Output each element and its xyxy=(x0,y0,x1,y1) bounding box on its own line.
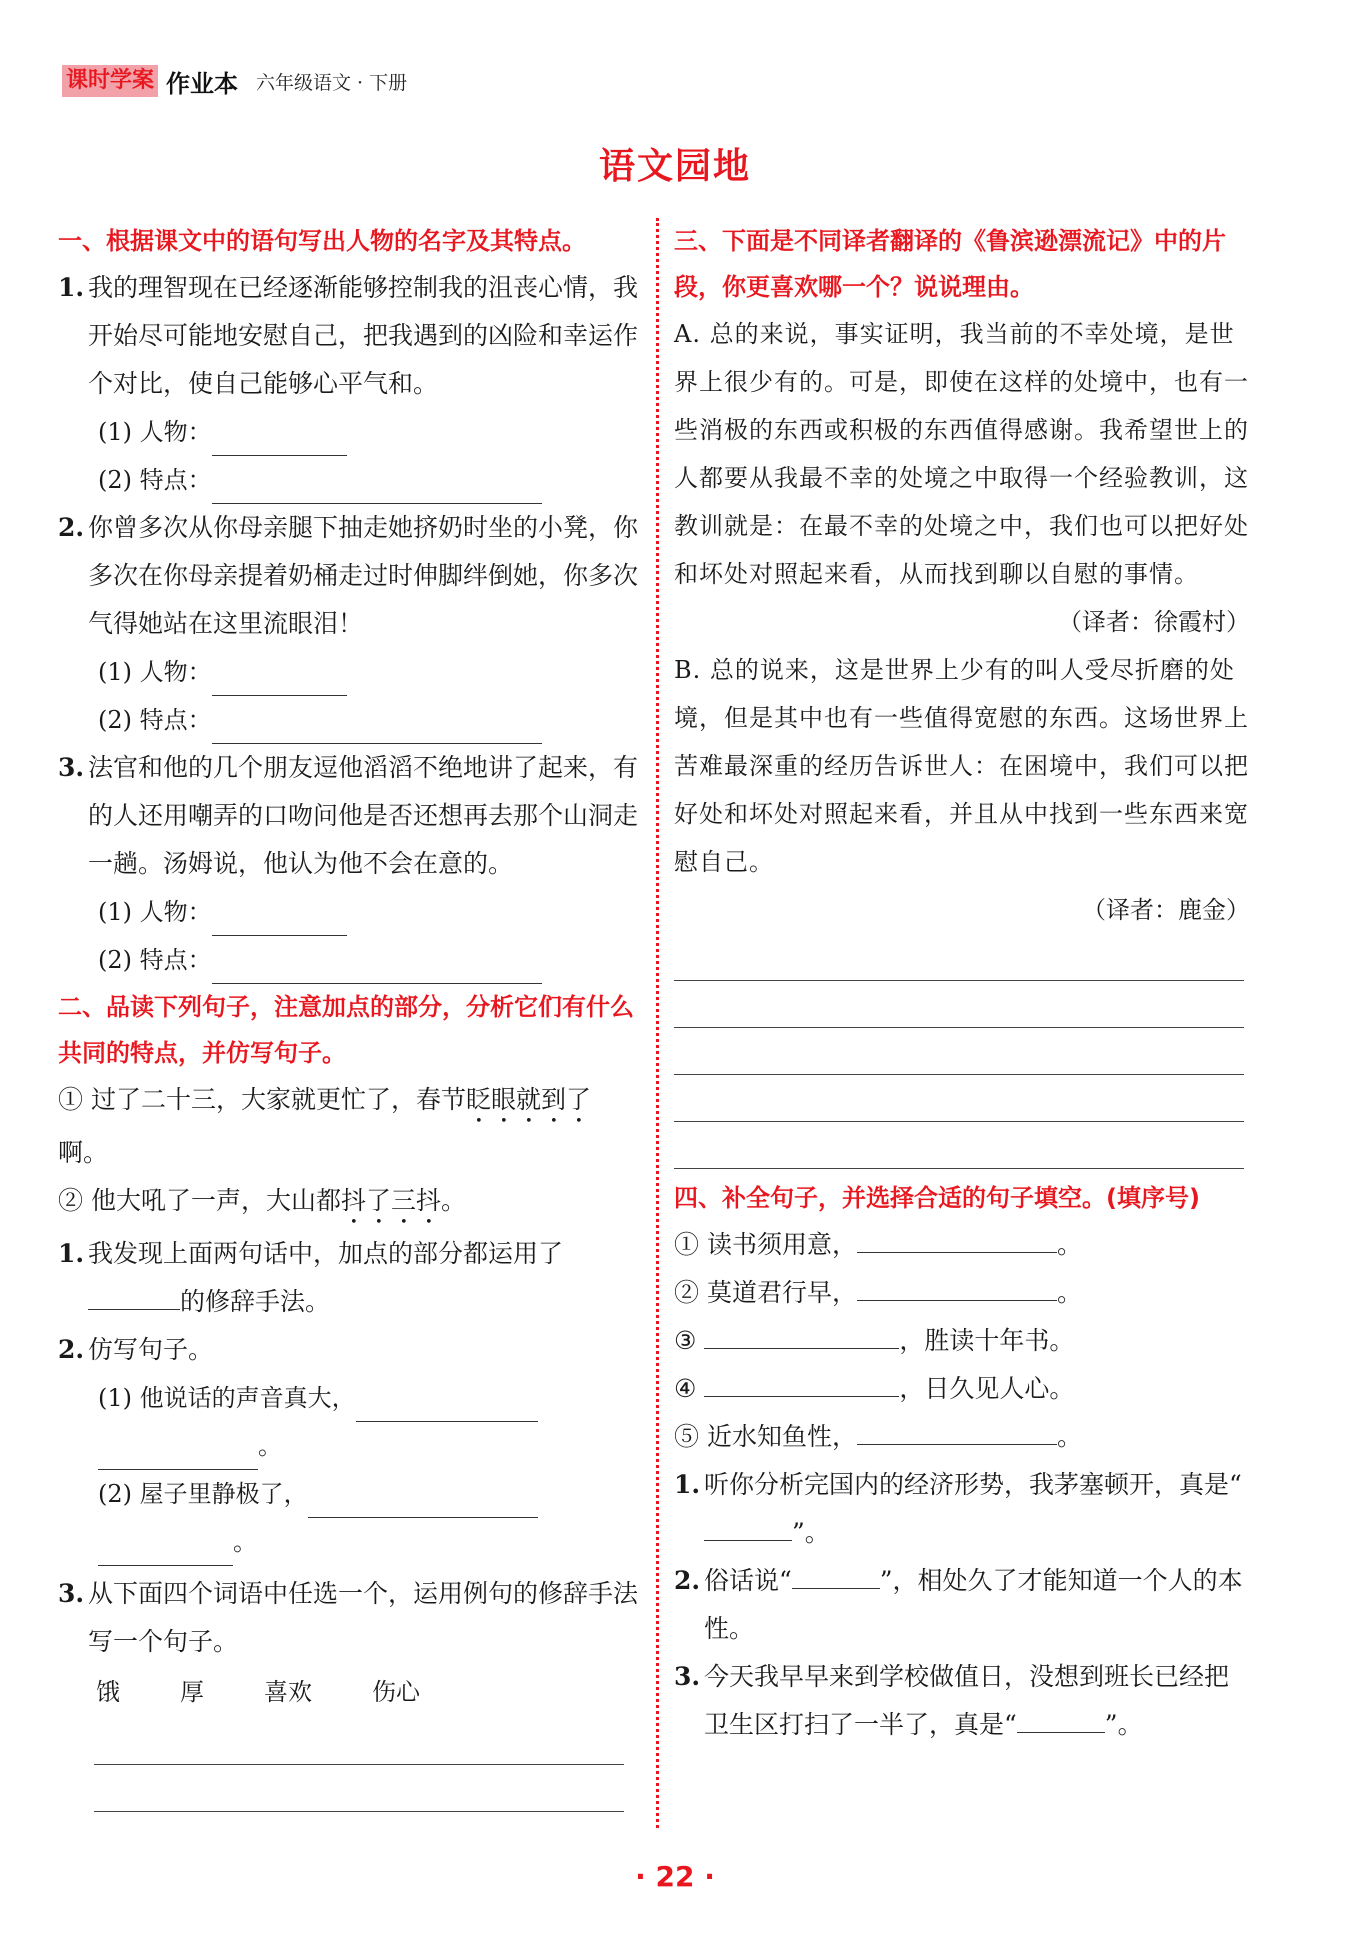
question-number: 3. xyxy=(58,753,85,782)
answer-blank[interactable] xyxy=(857,1222,1057,1253)
question-text: 俗话说“ xyxy=(704,1566,792,1595)
answer-blank[interactable] xyxy=(857,1270,1057,1301)
question-2-3 xyxy=(58,1570,638,1666)
right-column xyxy=(674,218,1250,1749)
section-3-title: 三、下面是不同译者翻译的《鲁滨逊漂流记》中的片段，你更喜欢哪一个？说说理由。 xyxy=(674,227,1226,301)
translator-a: （译者：徐霞村） xyxy=(1058,608,1250,636)
answer-blank[interactable] xyxy=(792,1558,880,1589)
word-option: 伤心 xyxy=(372,1678,420,1706)
writing-line[interactable] xyxy=(674,1028,1244,1075)
proverb-5 xyxy=(674,1413,1250,1461)
answer-blank[interactable] xyxy=(857,1414,1057,1445)
proverb-4 xyxy=(674,1365,1250,1413)
answer-label: (1) 人物： xyxy=(98,658,212,686)
example-sentence-1 xyxy=(58,1076,638,1177)
question-text: 法官和他的几个朋友逗他滔滔不绝地讲了起来，有的人还用嘲弄的口吻问他是否还想再去那个山洞走一趟。汤姆说，他认为他不会在意的。 xyxy=(88,753,639,878)
imitation-row-1 xyxy=(58,1374,638,1422)
proverb-text: ④ xyxy=(674,1374,705,1403)
question-text: 今天我早早来到学校做值日，没想到班长已经把卫生区打扫了一半了，真是“ xyxy=(704,1662,1230,1739)
question-4-3 xyxy=(674,1653,1250,1749)
column-divider xyxy=(656,218,659,1828)
answer-blank[interactable] xyxy=(88,1279,180,1310)
writing-line[interactable] xyxy=(674,934,1244,981)
question-4-1 xyxy=(674,1461,1250,1557)
question-text-wrap xyxy=(704,1557,1250,1653)
question-number: 1. xyxy=(58,1239,85,1268)
question-2-2 xyxy=(58,1326,638,1374)
answer-row-person xyxy=(58,888,638,936)
prompt-text: (2) 屋子里静极了， xyxy=(98,1480,308,1508)
question-text: 的修辞手法。 xyxy=(180,1287,331,1316)
imitation-row-2-cont xyxy=(58,1518,638,1566)
section-1-title: 一、根据课文中的语句写出人物的名字及其特点。 xyxy=(58,227,586,255)
prompt-text: (1) 他说话的声音真大， xyxy=(98,1384,356,1412)
dotted-phrase: 眨眼就到了 xyxy=(465,1085,591,1114)
question-text: 你曾多次从你母亲腿下抽走她挤奶时坐的小凳，你多次在你母亲提着奶桶走过时伸脚绊倒她，你多次气得她站在这里流眼泪！ xyxy=(88,513,639,638)
answer-row-person xyxy=(58,648,638,696)
header xyxy=(62,64,407,98)
answer-blank[interactable] xyxy=(212,469,542,504)
answer-blank[interactable] xyxy=(1017,1702,1105,1733)
answer-blank[interactable] xyxy=(704,1510,792,1541)
writing-line[interactable] xyxy=(674,981,1244,1028)
answer-blank[interactable] xyxy=(212,421,347,456)
question-text: 我发现上面两句话中，加点的部分都运用了 xyxy=(88,1239,564,1268)
writing-line[interactable] xyxy=(94,1765,624,1812)
answer-blank[interactable] xyxy=(356,1387,538,1422)
question-1-2 xyxy=(58,504,638,648)
proverb-2 xyxy=(674,1269,1250,1317)
example-text: 啊。 xyxy=(58,1138,109,1167)
page-title: 语文园地 xyxy=(598,146,751,187)
period: 。 xyxy=(1056,1230,1082,1259)
brand-name: 作业本 xyxy=(166,69,239,98)
answer-blank[interactable] xyxy=(212,949,542,984)
period: 。 xyxy=(1056,1278,1082,1307)
answer-row-trait xyxy=(58,456,638,504)
question-4-2 xyxy=(674,1557,1250,1653)
question-number: 2. xyxy=(674,1566,701,1595)
question-1-1 xyxy=(58,264,638,408)
example-sentence-2 xyxy=(58,1177,638,1230)
answer-label: (2) 特点： xyxy=(98,466,212,494)
word-option: 饿 xyxy=(96,1678,120,1706)
imitation-row-1-cont xyxy=(58,1422,638,1470)
question-text-wrap xyxy=(704,1653,1250,1749)
answer-blank[interactable] xyxy=(704,1366,899,1397)
question-text: 听你分析完国内的经济形势，我茅塞顿开，真是“ xyxy=(704,1470,1242,1499)
question-number: 2. xyxy=(58,1335,85,1364)
translation-a: A. 总的来说，事实证明，我当前的不幸处境，是世界上很少有的。可是，即使在这样的处境中，也有一些消极的东西或积极的东西值得感谢。我希望世上的人都要从我最不幸的处境之中取得一个经验教训，这教训就是：在最不幸的处境之中，我们也可以把好处和坏处对照起来看，从而找到聊以自慰的事情。 xyxy=(674,320,1249,588)
question-number: 1. xyxy=(58,273,85,302)
question-text: ”，相处久了才能知道一个人的本性。 xyxy=(704,1566,1243,1643)
period: 。 xyxy=(1056,1422,1082,1451)
example-text: ① 过了二十三，大家就更忙了，春节 xyxy=(58,1085,466,1114)
question-text: ”。 xyxy=(792,1518,830,1547)
period: 。 xyxy=(233,1528,257,1556)
question-text: 从下面四个词语中任选一个，运用例句的修辞手法写一个句子。 xyxy=(88,1579,639,1656)
proverb-1 xyxy=(674,1221,1250,1269)
answer-label: (1) 人物： xyxy=(98,898,212,926)
word-option: 喜欢 xyxy=(264,1678,312,1706)
proverb-text: ③ xyxy=(674,1326,705,1355)
question-2-1 xyxy=(58,1230,638,1326)
question-text: ”。 xyxy=(1104,1710,1143,1739)
translation-b: B. 总的说来，这是世界上少有的叫人受尽折磨的处境，但是其中也有一些值得宽慰的东西。这场世界上苦难最深重的经历告诉世人：在困境中，我们可以把好处和坏处对照起来看，并且从中找到一些东西来宽慰自己。 xyxy=(674,656,1249,876)
proverb-text: ① 读书须用意， xyxy=(674,1230,857,1259)
answer-blank[interactable] xyxy=(98,1531,233,1566)
proverb-text: ② 莫道君行早， xyxy=(674,1278,857,1307)
answer-row-trait xyxy=(58,936,638,984)
proverb-text: ，胜读十年书。 xyxy=(899,1326,1075,1355)
question-number: 3. xyxy=(58,1579,85,1608)
example-text: ② 他大吼了一声，大山都 xyxy=(58,1186,341,1215)
question-text-wrap xyxy=(704,1461,1250,1557)
page-number: · 22 · xyxy=(635,1860,715,1893)
answer-label: (1) 人物： xyxy=(98,418,212,446)
writing-line[interactable] xyxy=(674,1075,1244,1122)
proverb-text: ⑤ 近水知鱼性， xyxy=(674,1422,857,1451)
brand-subtitle: 六年级语文 · 下册 xyxy=(256,71,408,94)
word-options xyxy=(58,1666,638,1718)
answer-label: (2) 特点： xyxy=(98,946,212,974)
proverb-text: ，日久见人心。 xyxy=(899,1374,1075,1403)
proverb-3 xyxy=(674,1317,1250,1365)
answer-blank[interactable] xyxy=(98,1435,258,1470)
writing-line[interactable] xyxy=(674,1122,1244,1169)
section-2-title: 二、品读下列句子，注意加点的部分，分析它们有什么共同的特点，并仿写句子。 xyxy=(58,993,634,1067)
brand-badge: 课时学案 xyxy=(62,65,158,97)
answer-row-trait xyxy=(58,696,638,744)
question-number: 2. xyxy=(58,513,85,542)
question-text: 仿写句子。 xyxy=(88,1335,214,1364)
answer-blank[interactable] xyxy=(212,901,347,936)
dotted-phrase: 抖了三抖 xyxy=(340,1186,441,1215)
answer-blank[interactable] xyxy=(212,661,347,696)
answer-blank[interactable] xyxy=(704,1318,899,1349)
period: 。 xyxy=(258,1432,282,1460)
question-text: 我的理智现在已经逐渐能够控制我的沮丧心情，我开始尽可能地安慰自己，把我遇到的凶险和幸运作个对比，使自己能够心平气和。 xyxy=(88,273,639,398)
question-number: 1. xyxy=(674,1470,701,1499)
answer-row-person xyxy=(58,408,638,456)
word-option: 厚 xyxy=(180,1678,204,1706)
question-1-3 xyxy=(58,744,638,888)
question-text-wrap xyxy=(88,1230,638,1326)
answer-label: (2) 特点： xyxy=(98,706,212,734)
section-4-title: 四、补全句子，并选择合适的句子填空。(填序号) xyxy=(674,1184,1200,1212)
writing-line[interactable] xyxy=(94,1718,624,1765)
translator-b: （译者：鹿金） xyxy=(1082,896,1250,924)
answer-blank[interactable] xyxy=(212,709,542,744)
answer-blank[interactable] xyxy=(308,1483,538,1518)
left-column xyxy=(58,218,638,1812)
question-number: 3. xyxy=(674,1662,701,1691)
imitation-row-2 xyxy=(58,1470,638,1518)
example-text: 。 xyxy=(440,1186,466,1215)
